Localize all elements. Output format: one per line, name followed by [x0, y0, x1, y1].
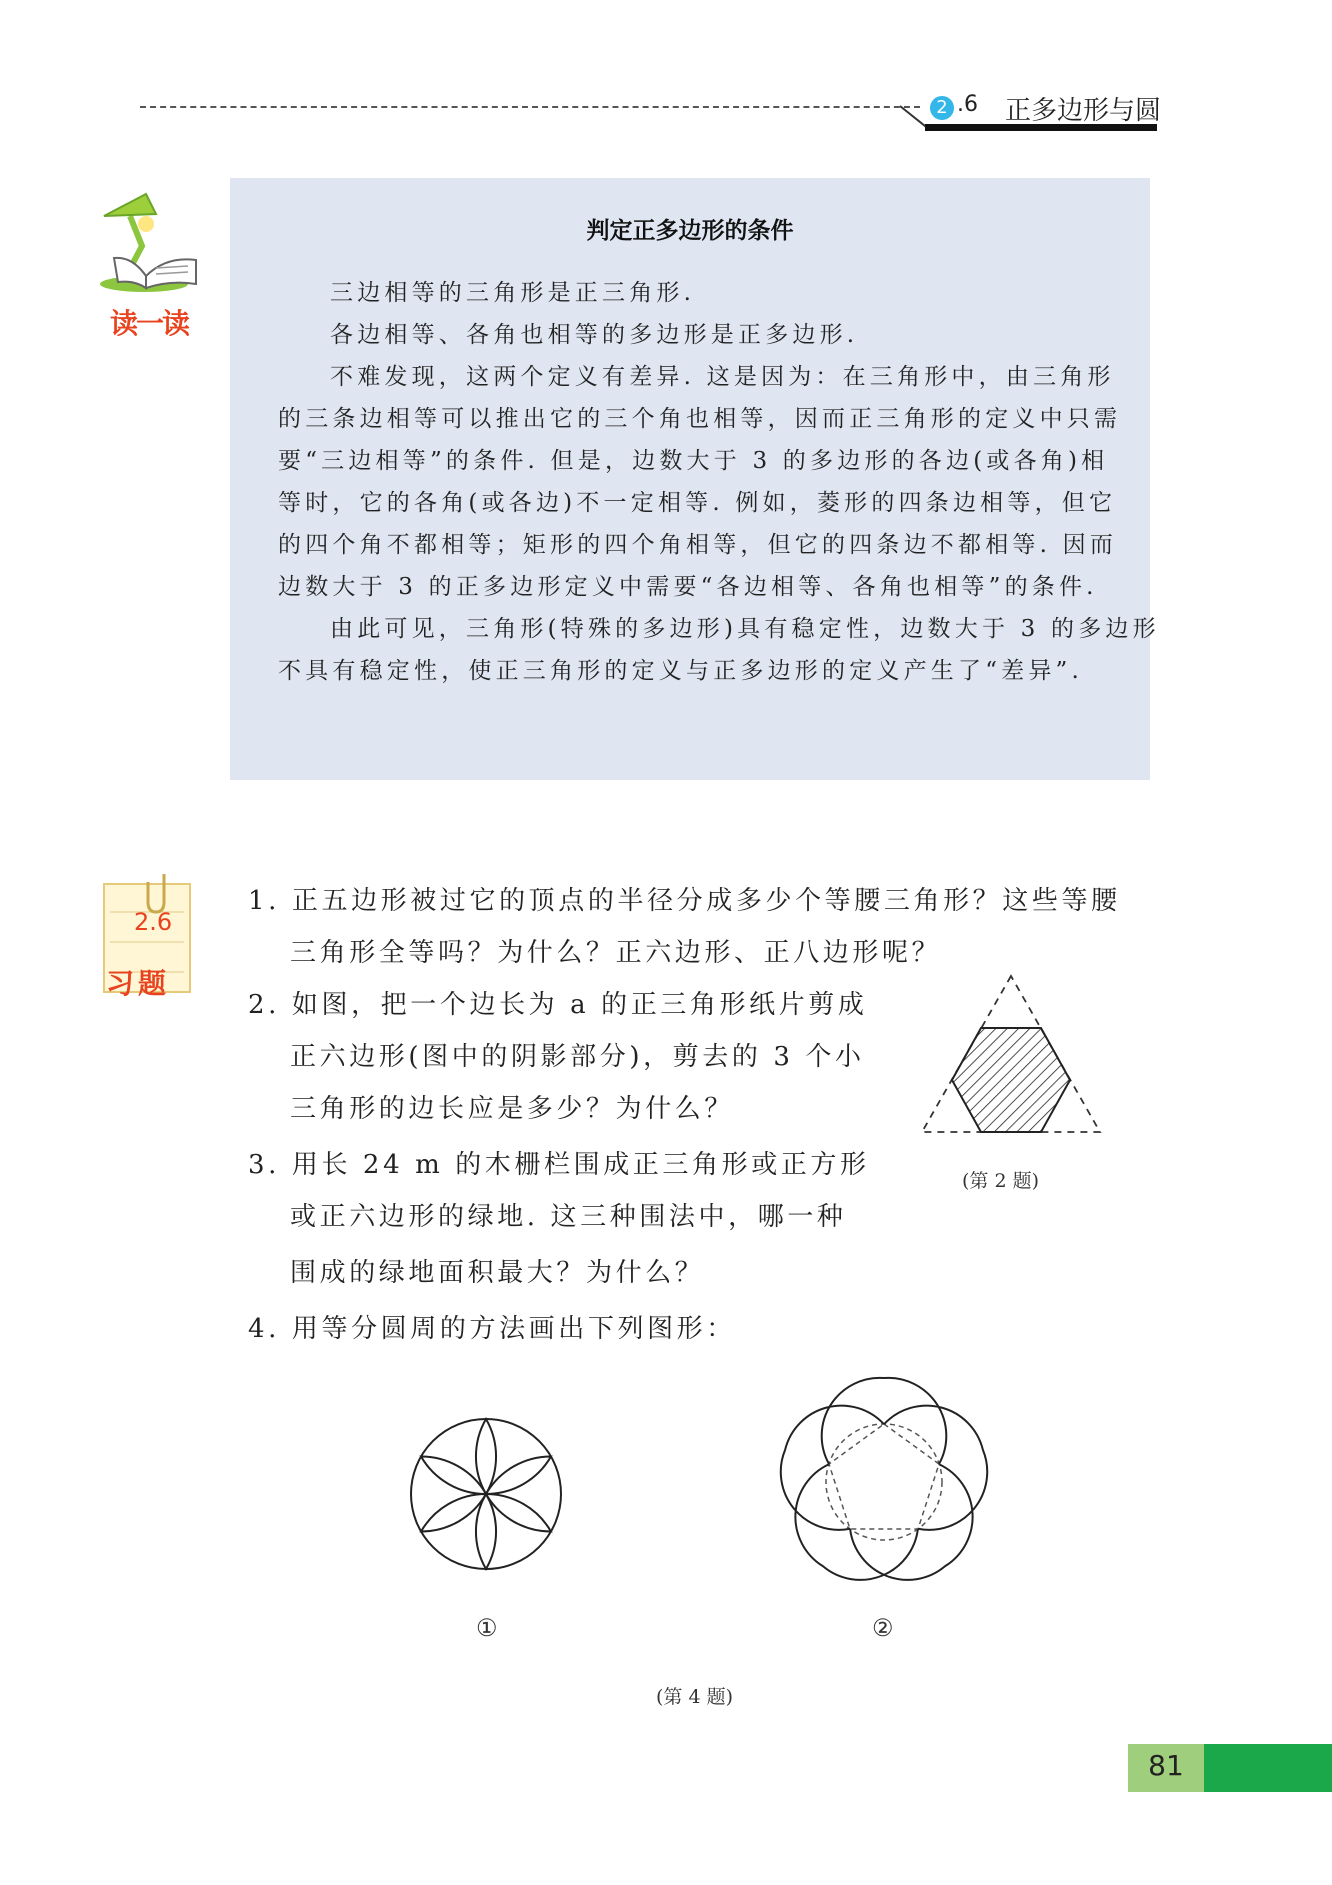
exercise-line: 三角形全等吗？为什么？正六边形、正八边形呢？: [290, 938, 942, 968]
figure-2-caption: (第 2 题): [962, 1170, 1039, 1192]
exercise-label: 习题: [106, 967, 171, 1000]
reading-line: 由此可见，三角形(特殊的多边形)具有稳定性，边数大于 3 的多边形: [330, 616, 1160, 642]
triangle-hexagon-figure: [916, 972, 1106, 1138]
reading-line: 等时，它的各角(或各边)不一定相等. 例如，菱形的四条边相等，但它: [278, 490, 1117, 516]
page-number-bar: [1204, 1744, 1332, 1792]
exercise-line: 4. 用等分圆周的方法画出下列图形：: [248, 1314, 736, 1344]
figure-4-label-1: ①: [476, 1614, 498, 1642]
section-number-suffix: .6: [957, 92, 978, 117]
page-number: 81: [1148, 1749, 1184, 1782]
exercise-section-number: 2.6: [134, 908, 173, 936]
lamp-book-icon: [84, 176, 214, 296]
reading-line: 各边相等、各角也相等的多边形是正多边形.: [330, 322, 859, 348]
figure-4-caption: (第 4 题): [656, 1686, 733, 1708]
exercise-line: 正六边形(图中的阴影部分)，剪去的 3 个小: [290, 1042, 865, 1072]
exercise-line: 三角形的边长应是多少？为什么？: [290, 1094, 735, 1124]
reading-line: 不难发现，这两个定义有差异. 这是因为：在三角形中，由三角形: [330, 364, 1115, 390]
reading-line: 边数大于 3 的正多边形定义中需要“各边相等、各角也相等”的条件.: [278, 574, 1098, 600]
section-title: 正多边形与圆: [1005, 96, 1162, 126]
exercise-line: 3. 用长 24 m 的木栅栏围成正三角形或正方形: [248, 1150, 870, 1180]
reading-line: 要“三边相等”的条件. 但是，边数大于 3 的多边形的各边(或各角)相: [278, 448, 1109, 474]
exercise-line: 围成的绿地面积最大？为什么？: [290, 1258, 705, 1288]
exercise-line: 1. 正五边形被过它的顶点的半径分成多少个等腰三角形？这些等腰: [248, 886, 1121, 916]
header-dashed-rule: [140, 106, 920, 108]
exercise-line: 或正六边形的绿地. 这三种围法中，哪一种: [290, 1202, 847, 1232]
five-petal-pentagon-figure: [774, 1372, 994, 1592]
reading-box: [230, 178, 1150, 780]
chapter-number-badge: 2: [930, 96, 954, 120]
reading-title: 判定正多边形的条件: [586, 218, 794, 244]
reading-line: 的四个角不都相等；矩形的四个角相等，但它的四条边不都相等. 因而: [278, 532, 1118, 558]
reading-line: 三边相等的三角形是正三角形.: [330, 280, 696, 306]
six-petal-circle-figure: [408, 1416, 564, 1572]
figure-4-label-2: ②: [872, 1614, 894, 1642]
reading-label: 读一读: [110, 307, 189, 340]
exercise-line: 2. 如图，把一个边长为 a 的正三角形纸片剪成: [248, 990, 868, 1020]
reading-line: 不具有稳定性，使正三角形的定义与正多边形的定义产生了“差异”.: [278, 658, 1084, 684]
reading-line: 的三条边相等可以推出它的三个角也相等，因而正三角形的定义中只需: [278, 406, 1122, 432]
